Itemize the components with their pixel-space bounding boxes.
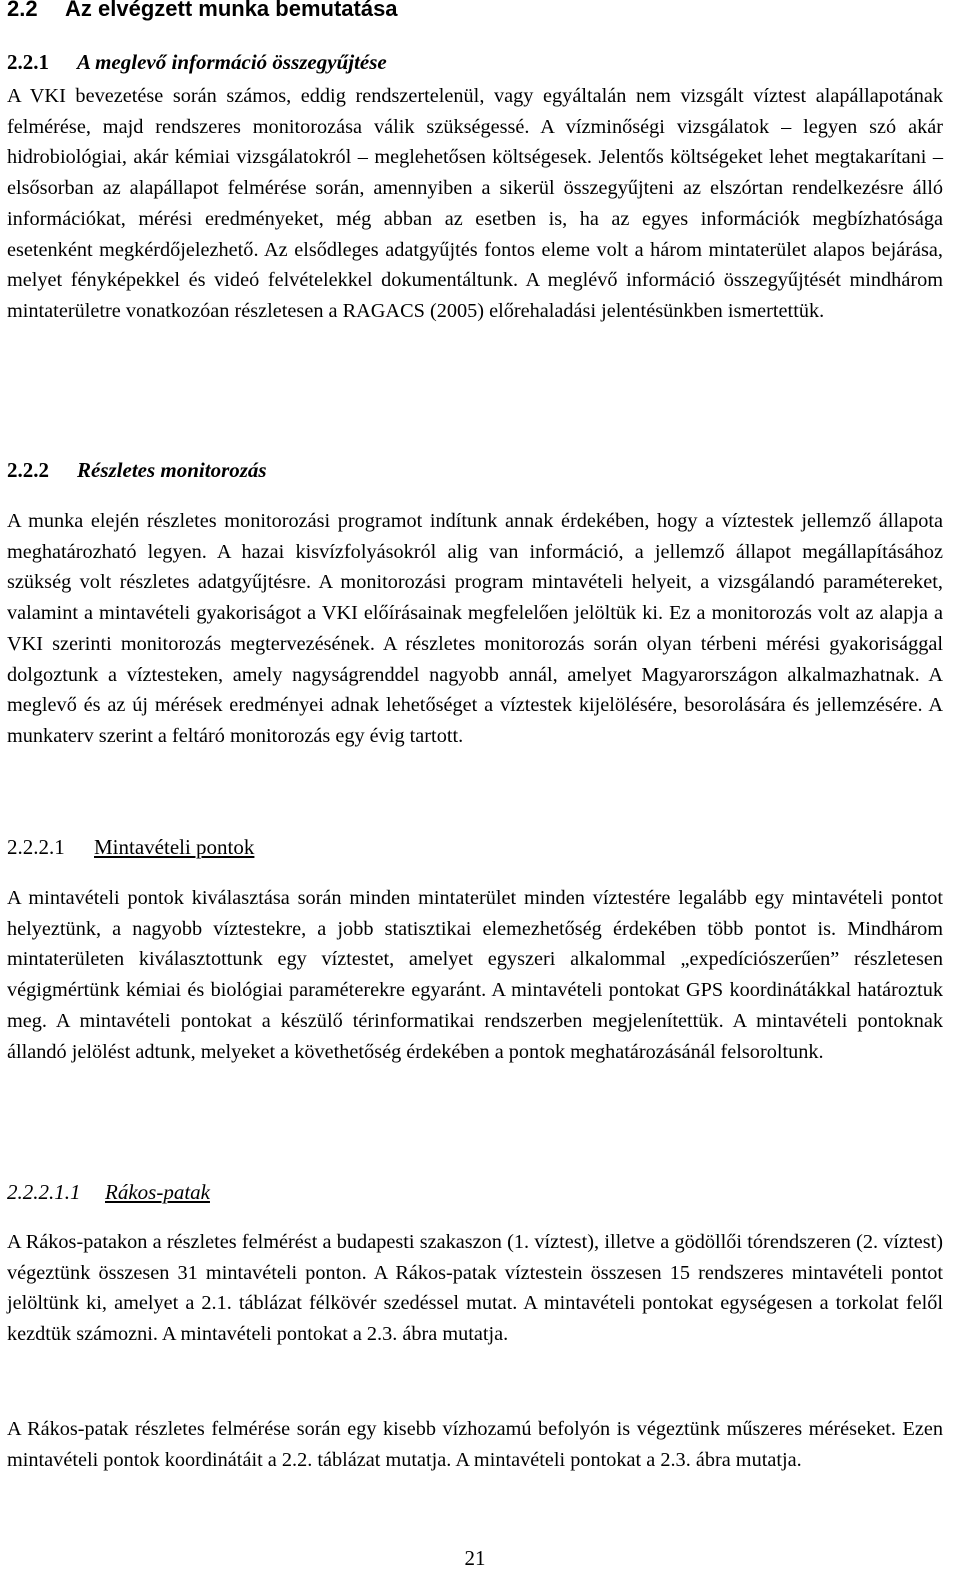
section-heading [7,0,398,22]
subsection-title: A meglevő információ összegyűjtése [77,50,387,74]
subsection-title: Részletes monitorozás [77,458,267,482]
paragraph-rakos-patak-1: A Rákos-patakon a részletes felmérést a budapesti szakaszon (1. víztest), illetve a gödöllői tórendszeren (2. víztest) végeztünk összesen 31 mintavételi ponton. A Rákos-patak víztestein összesen 15 rendszeres mintavételi pontot jelöltünk ki, amelyet a 2.1. táblázat félkövér szedéssel mutat. A mintavételi pontokat egységesen a torkolat felől kezdtük számozni. A mintavételi pontokat a 2.3. ábra mutatja. [7,1231,943,1346]
paragraph-sampling-points: A mintavételi pontok kiválasztása során minden mintaterület minden víztestére legalább egy mintavételi pontot helyeztünk, a nagyobb víztestekre, a jobb statisztikai elemezhetőség érdekében több pontot is. Mindhárom mintaterületen kiválasztottunk egy víztestet, amelyet egyszeri alkalommal „expedíciószerűen” részletesen végigmértünk kémiai és biológiai paraméterekre egyaránt. A mintavételi pontokat GPS koordinátákkal határoztuk meg. A mintavételi pontokat a készülő térinformatikai rendszerben megjelenítettük. A mintavételi pontoknak állandó jelölést adtunk, melyeket a követhetőség érdekében a pontok meghatározásánál felsoroltunk. [7,887,943,1063]
subsection-heading-rakos-patak [7,1180,210,1205]
subsection-number: 2.2.1 [7,50,49,74]
subsection-number: 2.2.2.1 [7,835,65,859]
subsection-number: 2.2.2 [7,458,49,482]
subsection-title: Rákos-patak [105,1180,210,1204]
subsection-heading-sampling-points [7,835,254,860]
subsection-heading-existing-info [7,50,387,75]
subsection-title: Mintavételi pontok [94,835,255,859]
section-title: Az elvégzett munka bemutatása [65,0,398,21]
page-number: 21 [464,1546,486,1570]
paragraph-existing-info: A VKI bevezetése során számos, eddig rendszertelenül, vagy egyáltalán nem vizsgált víztest alapállapotának felmérése, majd rendszeres monitorozása válik szükségessé. A vízminőségi vizsgálatok – legyen szó akár hidrobiológiai, akár kémiai vizsgálatokról – meglehetősen költségesek. Jelentős költségeket lehet megtakarítani – elsősorban az alapállapot felmérése során, amennyiben a sikerül összegyűjteni az elszórtan rendelkezésre álló információkat, mérési eredményeket, még abban az esetben is, ha az egyes információk megbízhatósága esetenként megkérdőjelezhető. Az elsődleges adatgyűjtés fontos eleme volt a három mintaterület alapos bejárása, melyet fényképekkel és videó felvételekkel dokumentáltunk. A meglévő információ összegyűjtését mindhárom mintaterületre vonatkozóan részletesen a RAGACS (2005) előrehaladási jelentésünkben ismertettük. [7,85,943,322]
subsection-heading-detailed-monitoring [7,458,267,483]
section-number: 2.2 [7,0,38,21]
paragraph-detailed-monitoring: A munka elején részletes monitorozási programot indítunk annak érdekében, hogy a víztestek jellemző állapota meghatározható legyen. A hazai kisvízfolyásokról alig van információ, a jellemző állapot megállapításához szükség volt részletes adatgyűjtésre. A monitorozási program mintavételi helyeit, a vizsgálandó paramétereket, valamint a mintavételi gyakoriságot a VKI előírásainak megfelelően jelöltük ki. Ez a monitorozás volt az alapja a VKI szerinti monitorozás megtervezésének. A részletes monitorozás során olyan térbeni mérési gyakorisággal dolgoztunk a víztesteken, amely nagyságrenddel nagyobb annál, amelyet Magyarországon alkalmazhatnak. A meglevő és az új mérések eredményei adnak lehetőséget a víztestek kijelölésére, besorolására és jellemzésére. A munkaterv szerint a feltáró monitorozás egy évig tartott. [7,510,943,747]
subsection-number: 2.2.2.1.1 [7,1180,81,1204]
paragraph-rakos-patak-2: A Rákos-patak részletes felmérése során egy kisebb vízhozamú befolyón is végeztünk műszeres méréseket. Ezen mintavételi pontok koordinátáit a 2.2. táblázat mutatja. A mintavételi pontokat a 2.3. ábra mutatja. [7,1418,943,1471]
